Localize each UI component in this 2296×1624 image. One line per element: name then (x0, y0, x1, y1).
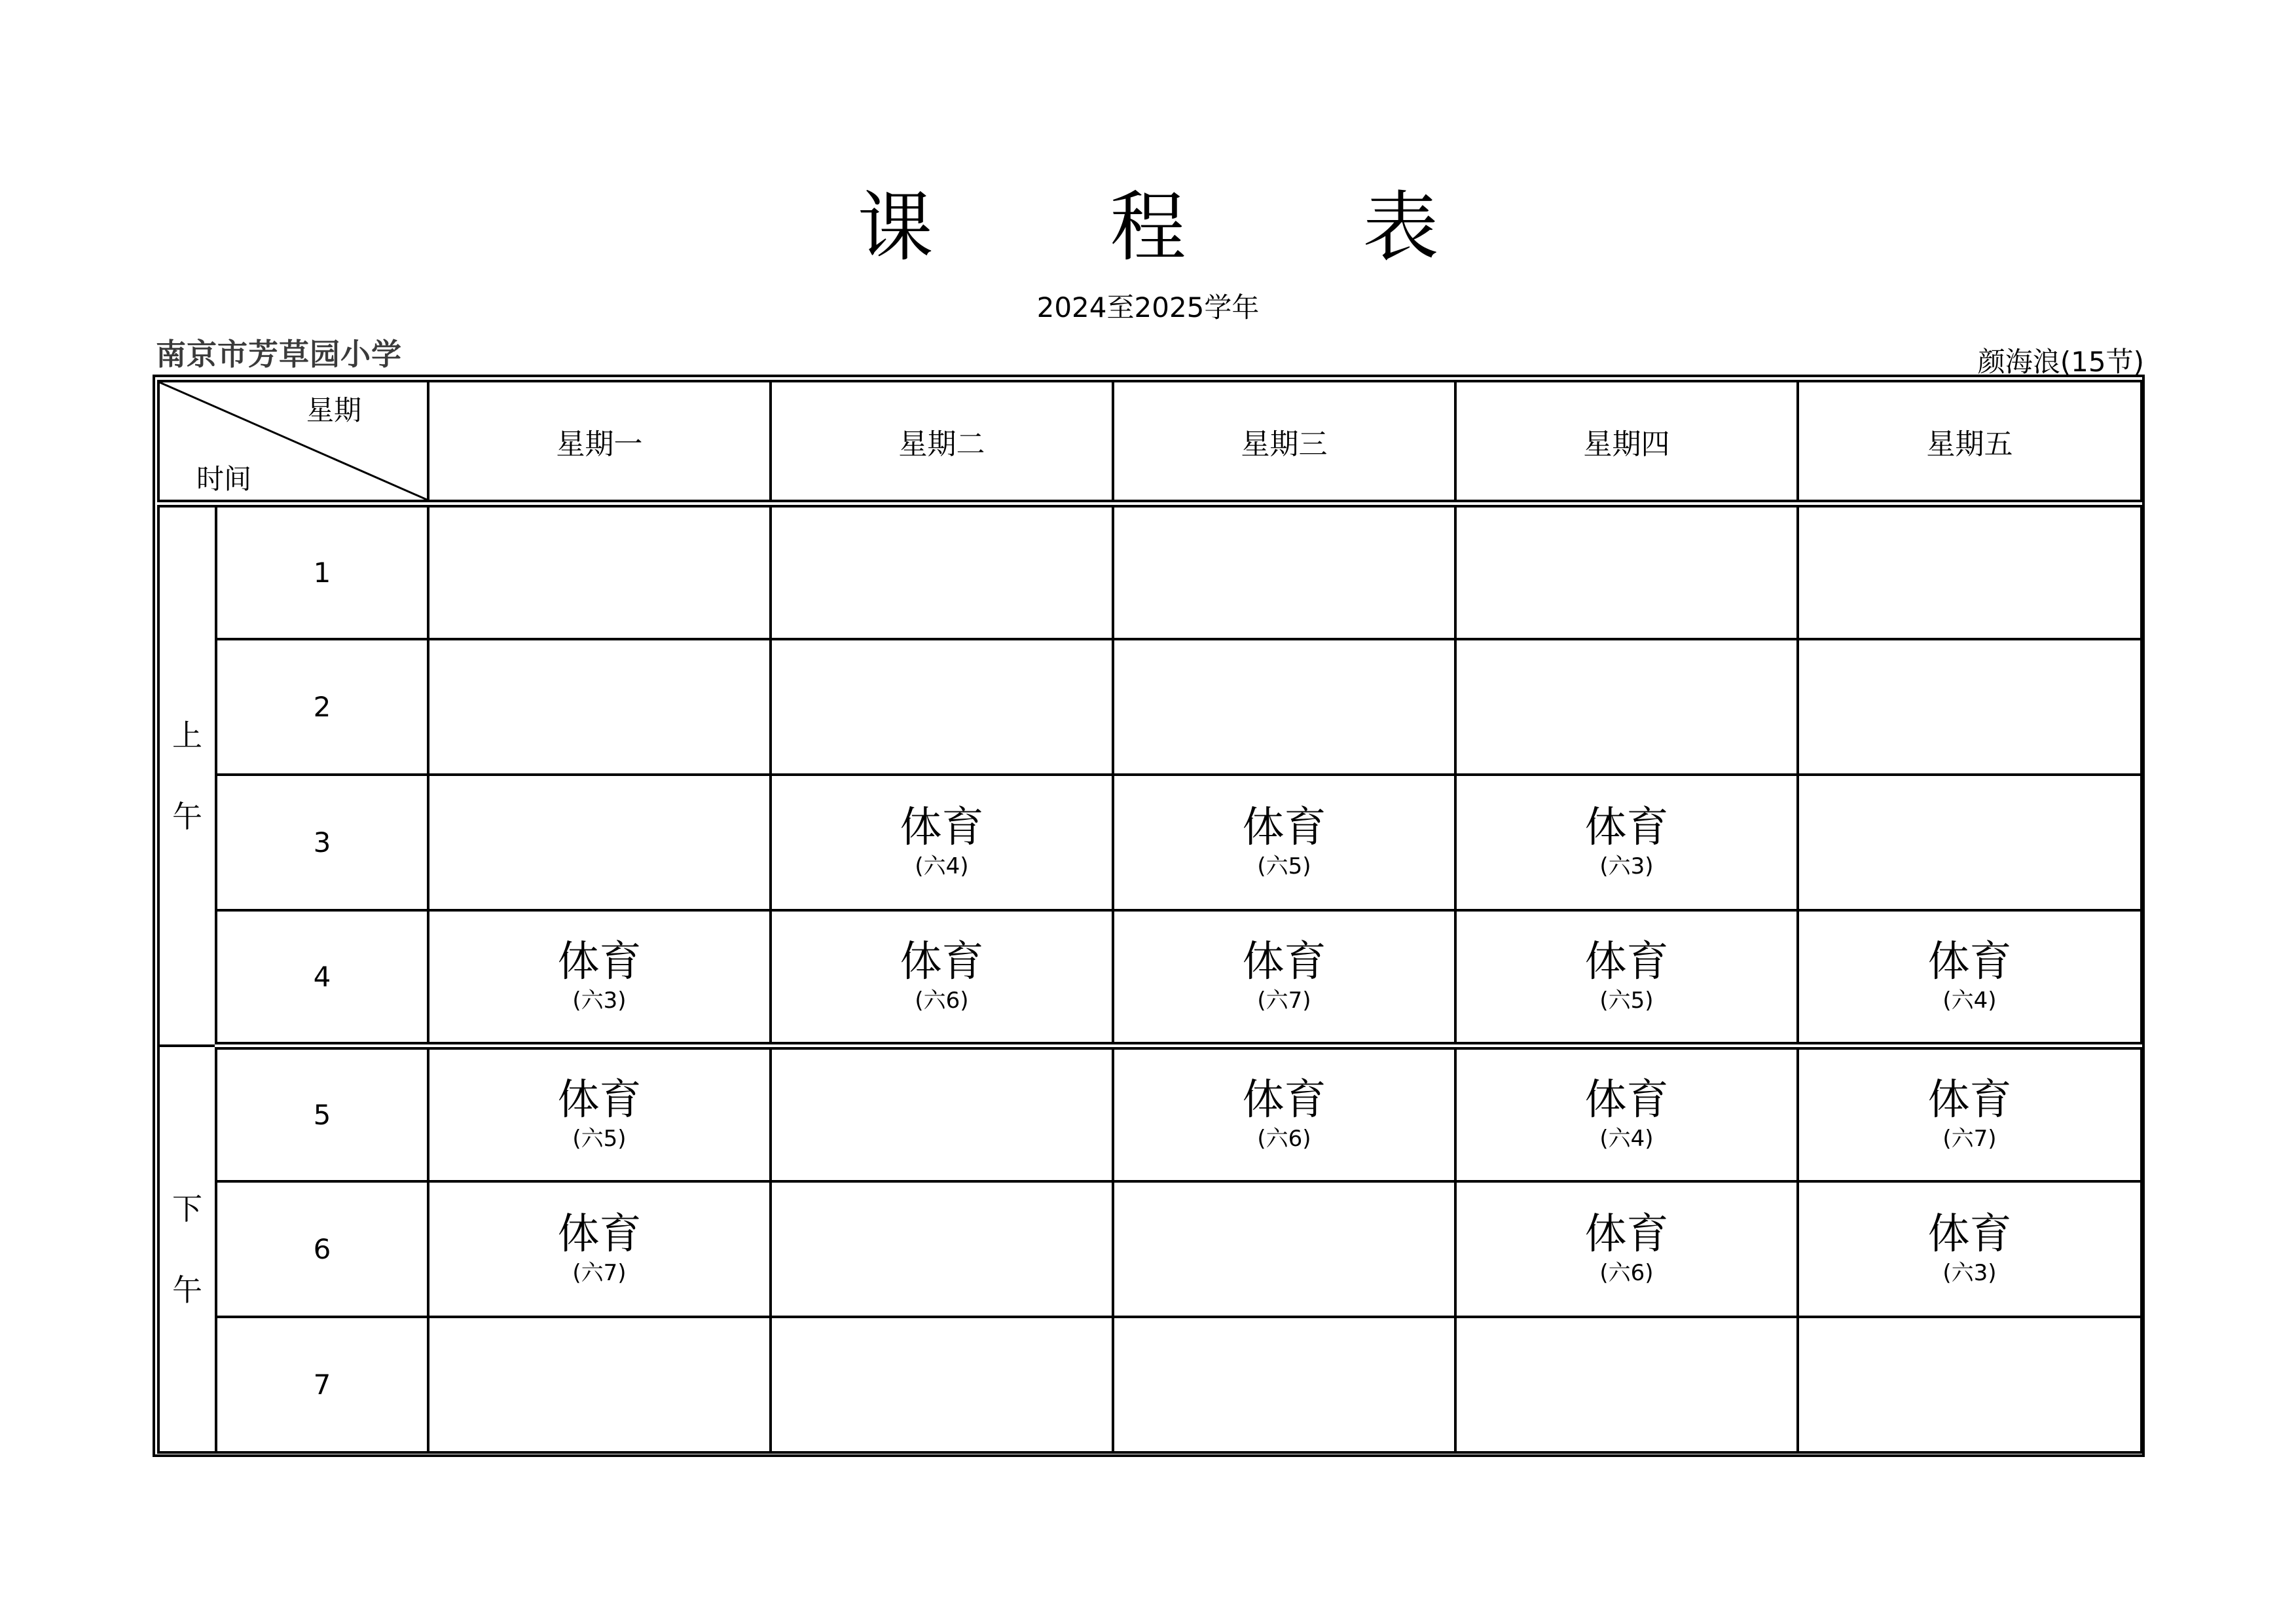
title-char: 程 (1110, 183, 1186, 272)
class-label: (六3) (572, 987, 627, 1014)
period-row (158, 639, 2141, 775)
lesson-cell (1798, 639, 2141, 775)
class-label: (六5) (572, 1126, 627, 1153)
lesson-cell (1455, 639, 1798, 775)
period-row (158, 775, 2141, 910)
subject-label: 体育 (1242, 803, 1326, 852)
subject-label: 体育 (1584, 937, 1669, 986)
lesson-cell (771, 775, 1113, 910)
schedule-table (157, 380, 2143, 1454)
subject-label: 体育 (1584, 1075, 1669, 1124)
subject-label: 体育 (900, 803, 984, 852)
lesson-cell (1798, 910, 2141, 1046)
lesson-cell (1798, 1181, 2141, 1317)
lesson-cell (1113, 1317, 1455, 1452)
lesson-cell (1455, 504, 1798, 639)
subject-label: 体育 (1584, 1209, 1669, 1259)
class-label: (六7) (572, 1260, 627, 1287)
lesson-cell (1113, 910, 1455, 1046)
header-row (158, 381, 2141, 504)
subject-label: 体育 (1242, 937, 1326, 986)
teacher-name: 颜海浪(15节) (1977, 346, 2144, 378)
lesson-cell (428, 1046, 771, 1181)
half-char: 下 (172, 1190, 202, 1227)
day-header: 星期四 (1455, 381, 1798, 504)
day-header: 星期三 (1113, 381, 1455, 504)
period-row (158, 910, 2141, 1046)
period-number: 2 (216, 639, 428, 775)
period-number: 7 (216, 1317, 428, 1452)
lesson-cell (428, 775, 771, 910)
lesson-cell (1798, 775, 2141, 910)
morning-label (158, 504, 216, 1046)
subject-label: 体育 (1242, 1075, 1326, 1124)
class-label: (六3) (1599, 853, 1654, 880)
class-label: (六4) (1942, 987, 1997, 1014)
subject-label: 体育 (1927, 1209, 2012, 1259)
day-header: 星期一 (428, 381, 771, 504)
lesson-cell (428, 1317, 771, 1452)
page-title (0, 175, 2296, 280)
subject-label: 体育 (557, 1075, 642, 1124)
lesson-cell (1798, 1046, 2141, 1181)
half-char: 午 (172, 1272, 202, 1308)
lesson-cell (771, 639, 1113, 775)
lesson-cell (1113, 1181, 1455, 1317)
class-label: (六5) (1599, 987, 1654, 1014)
lesson-cell (771, 910, 1113, 1046)
period-row (158, 1317, 2141, 1452)
subject-label: 体育 (557, 1209, 642, 1259)
period-number: 3 (216, 775, 428, 910)
corner-header-cell (158, 381, 428, 504)
period-row (158, 1046, 2141, 1181)
lesson-cell (1455, 1046, 1798, 1181)
corner-label-time: 时间 (196, 463, 252, 495)
lesson-cell (1455, 1317, 1798, 1452)
title-char: 课 (857, 183, 934, 272)
subject-label: 体育 (557, 937, 642, 986)
class-label: (六4) (1599, 1126, 1654, 1153)
lesson-cell (428, 639, 771, 775)
class-label: (六6) (1257, 1126, 1311, 1153)
class-label: (六3) (1942, 1260, 1997, 1287)
period-row (158, 1181, 2141, 1317)
lesson-cell (1455, 910, 1798, 1046)
corner-label-weekday: 星期 (306, 394, 361, 426)
period-row (158, 504, 2141, 639)
lesson-cell (771, 1317, 1113, 1452)
lesson-cell (1798, 504, 2141, 639)
class-label: (六7) (1257, 987, 1311, 1014)
subject-label: 体育 (1584, 803, 1669, 852)
lesson-cell (428, 910, 771, 1046)
lesson-cell (1455, 775, 1798, 910)
period-number: 4 (216, 910, 428, 1046)
class-label: (六5) (1257, 853, 1311, 880)
lesson-cell (428, 1181, 771, 1317)
lesson-cell (428, 504, 771, 639)
day-header: 星期五 (1798, 381, 2141, 504)
half-char: 午 (172, 799, 202, 834)
afternoon-label (158, 1046, 216, 1452)
lesson-cell (1113, 1046, 1455, 1181)
lesson-cell (771, 504, 1113, 639)
lesson-cell (1113, 504, 1455, 639)
class-label: (六6) (1599, 1260, 1654, 1287)
school-name: 南京市芳草园小学 (156, 337, 402, 372)
class-label: (六4) (915, 853, 969, 880)
lesson-cell (1455, 1181, 1798, 1317)
subject-label: 体育 (900, 937, 984, 986)
class-label: (六7) (1942, 1126, 1997, 1153)
class-label: (六6) (915, 987, 969, 1014)
title-char: 表 (1362, 183, 1439, 272)
period-number: 5 (216, 1046, 428, 1181)
school-year: 2024至2025学年 (1036, 291, 1260, 323)
period-number: 1 (216, 504, 428, 639)
half-char: 上 (172, 718, 202, 753)
lesson-cell (1798, 1317, 2141, 1452)
subject-label: 体育 (1927, 937, 2012, 986)
lesson-cell (771, 1181, 1113, 1317)
lesson-cell (1113, 775, 1455, 910)
lesson-cell (771, 1046, 1113, 1181)
lesson-cell (1113, 639, 1455, 775)
day-header: 星期二 (771, 381, 1113, 504)
subject-label: 体育 (1927, 1075, 2012, 1124)
period-number: 6 (216, 1181, 428, 1317)
